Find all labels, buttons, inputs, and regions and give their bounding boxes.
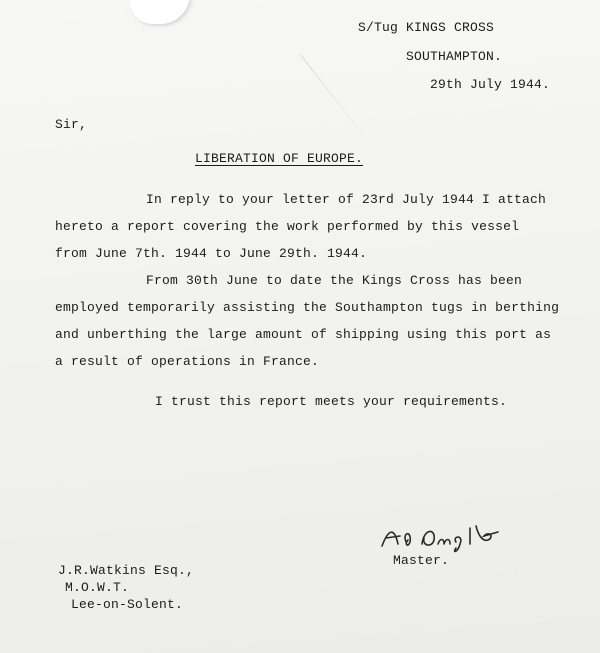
addressee-name: J.R.Watkins Esq., xyxy=(58,563,195,578)
body-paragraph-1-line-2: hereto a report covering the work performed by this vessel xyxy=(55,219,520,234)
addressee-organisation: M.O.W.T. xyxy=(65,580,130,595)
body-paragraph-2-line-3: and unberthing the large amount of shipping using this port as xyxy=(55,327,552,342)
header-place: SOUTHAMPTON. xyxy=(406,49,503,64)
body-paragraph-2-line-2: employed temporarily assisting the Southampton tugs in berthing xyxy=(55,300,560,315)
header-vessel: S/Tug KINGS CROSS xyxy=(358,20,495,35)
paper-crease xyxy=(300,54,375,149)
header-date: 29th July 1944. xyxy=(430,77,551,92)
signatory-title: Master. xyxy=(393,553,450,568)
body-paragraph-3-line-1: I trust this report meets your requirements. xyxy=(155,394,508,409)
body-paragraph-1-line-1: In reply to your letter of 23rd July 1944 I attach xyxy=(146,192,547,207)
body-paragraph-1-line-3: from June 7th. 1944 to June 29th. 1944. xyxy=(55,246,368,261)
addressee-location: Lee-on-Solent. xyxy=(71,597,184,612)
paper-tear xyxy=(130,0,190,24)
subject-heading: LIBERATION OF EUROPE. xyxy=(195,151,364,166)
handwritten-signature xyxy=(378,520,528,554)
body-paragraph-2-line-4: a result of operations in France. xyxy=(55,354,320,369)
body-paragraph-2-line-1: From 30th June to date the Kings Cross has been xyxy=(146,273,523,288)
salutation: Sir, xyxy=(55,117,88,132)
